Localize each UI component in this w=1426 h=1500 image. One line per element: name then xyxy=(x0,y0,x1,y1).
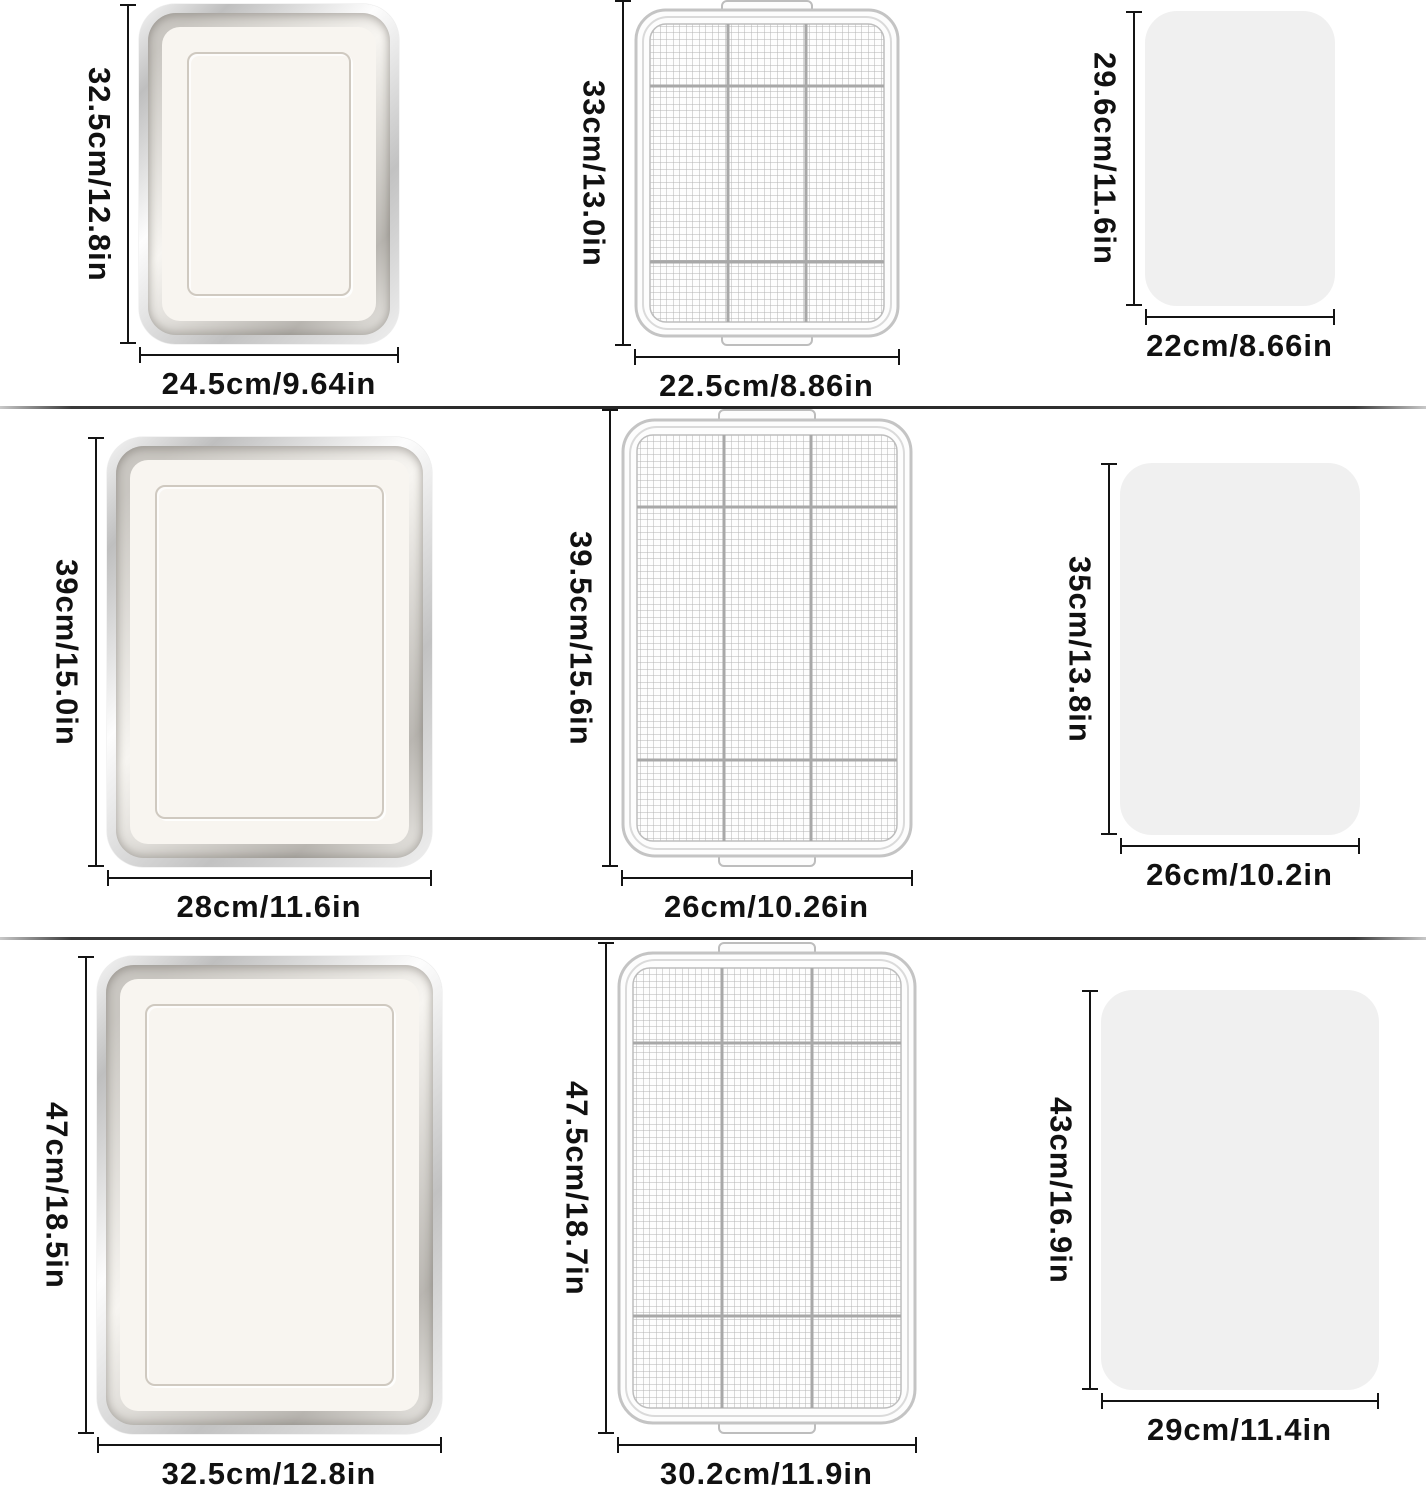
height-dimension-label: 35cm/13.8in xyxy=(1062,555,1098,743)
horizontal-dimension-line xyxy=(621,877,913,879)
crisper-basket-image xyxy=(621,409,913,867)
baking-tray-image xyxy=(139,4,399,344)
size-chart-row xyxy=(0,940,1426,1500)
width-dimension-label: 22.5cm/8.86in xyxy=(659,368,874,403)
height-dimension-label: 47cm/18.5in xyxy=(39,1101,75,1289)
baking-tray-image xyxy=(107,437,432,867)
product-size-cell xyxy=(995,0,1426,410)
vertical-dimension-line xyxy=(85,956,87,1434)
width-dimension-label: 26cm/10.26in xyxy=(663,889,870,924)
vertical-dimension-line xyxy=(1133,11,1135,306)
vertical-dimension-line xyxy=(95,437,97,867)
product-size-cell xyxy=(0,0,480,410)
width-dimension-label: 29cm/11.4in xyxy=(1146,1412,1333,1447)
product-size-cell xyxy=(480,409,995,939)
liner-sheet-image xyxy=(1120,463,1360,835)
horizontal-dimension-line xyxy=(634,356,900,358)
height-dimension-label: 29.6cm/11.6in xyxy=(1087,52,1123,265)
horizontal-dimension-line xyxy=(139,354,399,356)
product-size-cell xyxy=(995,940,1426,1500)
width-dimension-label: 32.5cm/12.8in xyxy=(161,1456,377,1491)
width-dimension-label: 30.2cm/11.9in xyxy=(660,1456,873,1491)
height-dimension-label: 47.5cm/18.7in xyxy=(559,1080,595,1296)
vertical-dimension-line xyxy=(605,942,607,1434)
height-dimension-label: 39cm/15.0in xyxy=(49,558,85,746)
basket-mesh xyxy=(633,968,901,1408)
horizontal-dimension-line xyxy=(1101,1400,1379,1402)
width-dimension-label: 26cm/10.2in xyxy=(1146,857,1333,892)
crisper-basket-image xyxy=(634,0,900,346)
product-size-cell xyxy=(480,0,995,410)
product-size-cell xyxy=(995,409,1426,939)
vertical-dimension-line xyxy=(622,0,624,346)
width-dimension-label: 22cm/8.66in xyxy=(1146,328,1333,363)
vertical-dimension-line xyxy=(127,4,129,344)
horizontal-dimension-line xyxy=(97,1444,442,1446)
basket-mesh xyxy=(650,24,884,322)
product-size-cell xyxy=(480,940,995,1500)
baking-tray-image xyxy=(97,956,442,1434)
vertical-dimension-line xyxy=(1089,990,1091,1390)
width-dimension-label: 28cm/11.6in xyxy=(176,889,362,924)
liner-sheet-image xyxy=(1145,11,1335,306)
liner-sheet-image xyxy=(1101,990,1379,1390)
tray-emboss-line xyxy=(145,1004,394,1386)
height-dimension-label: 33cm/13.0in xyxy=(576,79,612,267)
horizontal-dimension-line xyxy=(617,1444,917,1446)
tray-emboss-line xyxy=(155,485,384,819)
vertical-dimension-line xyxy=(609,409,611,867)
size-chart-row xyxy=(0,0,1426,406)
width-dimension-label: 24.5cm/9.64in xyxy=(161,366,377,401)
basket-mesh xyxy=(637,435,897,841)
horizontal-dimension-line xyxy=(107,877,432,879)
size-chart-row xyxy=(0,409,1426,937)
horizontal-dimension-line xyxy=(1120,845,1360,847)
product-size-cell xyxy=(0,940,480,1500)
height-dimension-label: 43cm/16.9in xyxy=(1043,1096,1079,1284)
tray-emboss-line xyxy=(187,52,351,296)
vertical-dimension-line xyxy=(1108,463,1110,835)
product-size-cell xyxy=(0,409,480,939)
horizontal-dimension-line xyxy=(1145,316,1335,318)
crisper-basket-image xyxy=(617,942,917,1434)
height-dimension-label: 32.5cm/12.8in xyxy=(82,66,117,282)
height-dimension-label: 39.5cm/15.6in xyxy=(563,530,599,746)
